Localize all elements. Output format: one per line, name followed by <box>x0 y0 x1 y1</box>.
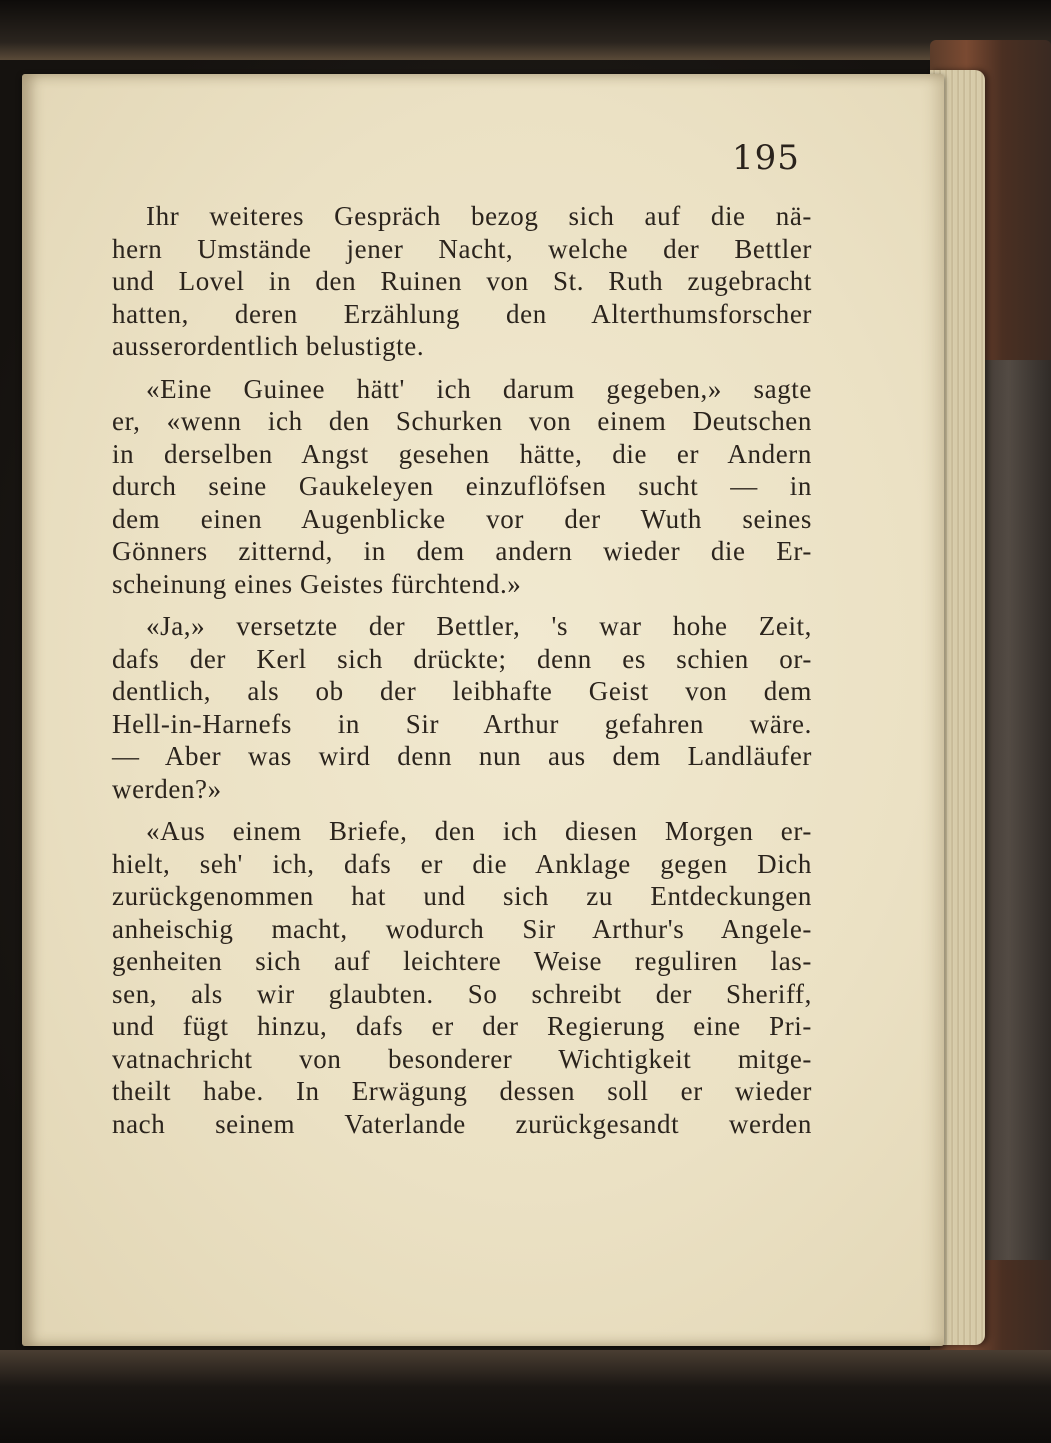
text-line: werden?» <box>112 773 222 804</box>
paragraph-2 <box>112 373 812 601</box>
text-line: theilt habe. In Erwägung dessen soll er wieder <box>112 1076 812 1106</box>
text-line: vatnachricht von besonderer Wichtigkeit mitge- <box>112 1043 812 1074</box>
text-line: dafs der Kerl sich drückte; denn es schien or- <box>112 643 812 674</box>
text-line: genheiten sich auf leichtere Weise reguliren las- <box>112 946 812 976</box>
background-top <box>0 0 1051 60</box>
background-bottom <box>0 1350 1051 1443</box>
body-text <box>112 200 812 1150</box>
text-line: in derselben Angst gesehen hätte, die er Andern <box>112 438 812 469</box>
text-line: dentlich, als ob der leibhafte Geist von dem <box>112 676 812 706</box>
text-line: — Aber was wird denn nun aus dem Landläufer <box>112 741 812 771</box>
paragraph-4 <box>112 815 812 1140</box>
text-line: Ihr weiteres Gespräch bezog sich auf die nä- <box>146 201 812 231</box>
text-line: hern Umstände jener Nacht, welche der Bettler <box>112 233 812 264</box>
text-line: dem einen Augenblicke vor der Wuth seines <box>112 503 812 534</box>
text-line: Hell-in-Harnefs in Sir Arthur gefahren wäre. <box>112 708 812 739</box>
text-line: anheischig macht, wodurch Sir Arthur's Angele- <box>112 913 812 944</box>
text-line: «Ja,» versetzte der Bettler, 's war hohe Zeit, <box>146 611 812 641</box>
text-line: nach seinem Vaterlande zurückgesandt werden <box>112 1108 812 1139</box>
text-line: zurückgenommen hat und sich zu Entdeckungen <box>112 881 812 911</box>
text-line: sen, als wir glaubten. So schreibt der Sheriff, <box>112 978 812 1009</box>
text-line: «Aus einem Briefe, den ich diesen Morgen er- <box>146 816 812 846</box>
book-cover-marbled-edge <box>980 360 1051 1260</box>
text-line: Gönners zitternd, in dem andern wieder die Er- <box>112 536 812 566</box>
paragraph-1 <box>112 200 812 363</box>
text-line: ausserordentlich belustigte. <box>112 331 425 361</box>
text-line: er, «wenn ich den Schurken von einem Deutschen <box>112 406 812 436</box>
text-line: und fügt hinzu, dafs er der Regierung eine Pri- <box>112 1011 812 1041</box>
text-line: durch seine Gaukeleyen einzuflöfsen sucht — in <box>112 471 812 501</box>
page-number: 195 <box>732 138 800 178</box>
text-line: scheinung eines Geistes fürchtend.» <box>112 568 522 599</box>
text-line: hatten, deren Erzählung den Alterthumsforscher <box>112 298 812 329</box>
paragraph-3 <box>112 610 812 805</box>
text-line: hielt, seh' ich, dafs er die Anklage gegen Dich <box>112 848 812 879</box>
text-line: und Lovel in den Ruinen von St. Ruth zugebracht <box>112 266 812 296</box>
text-line: «Eine Guinee hätt' ich darum gegeben,» sagte <box>146 373 812 404</box>
